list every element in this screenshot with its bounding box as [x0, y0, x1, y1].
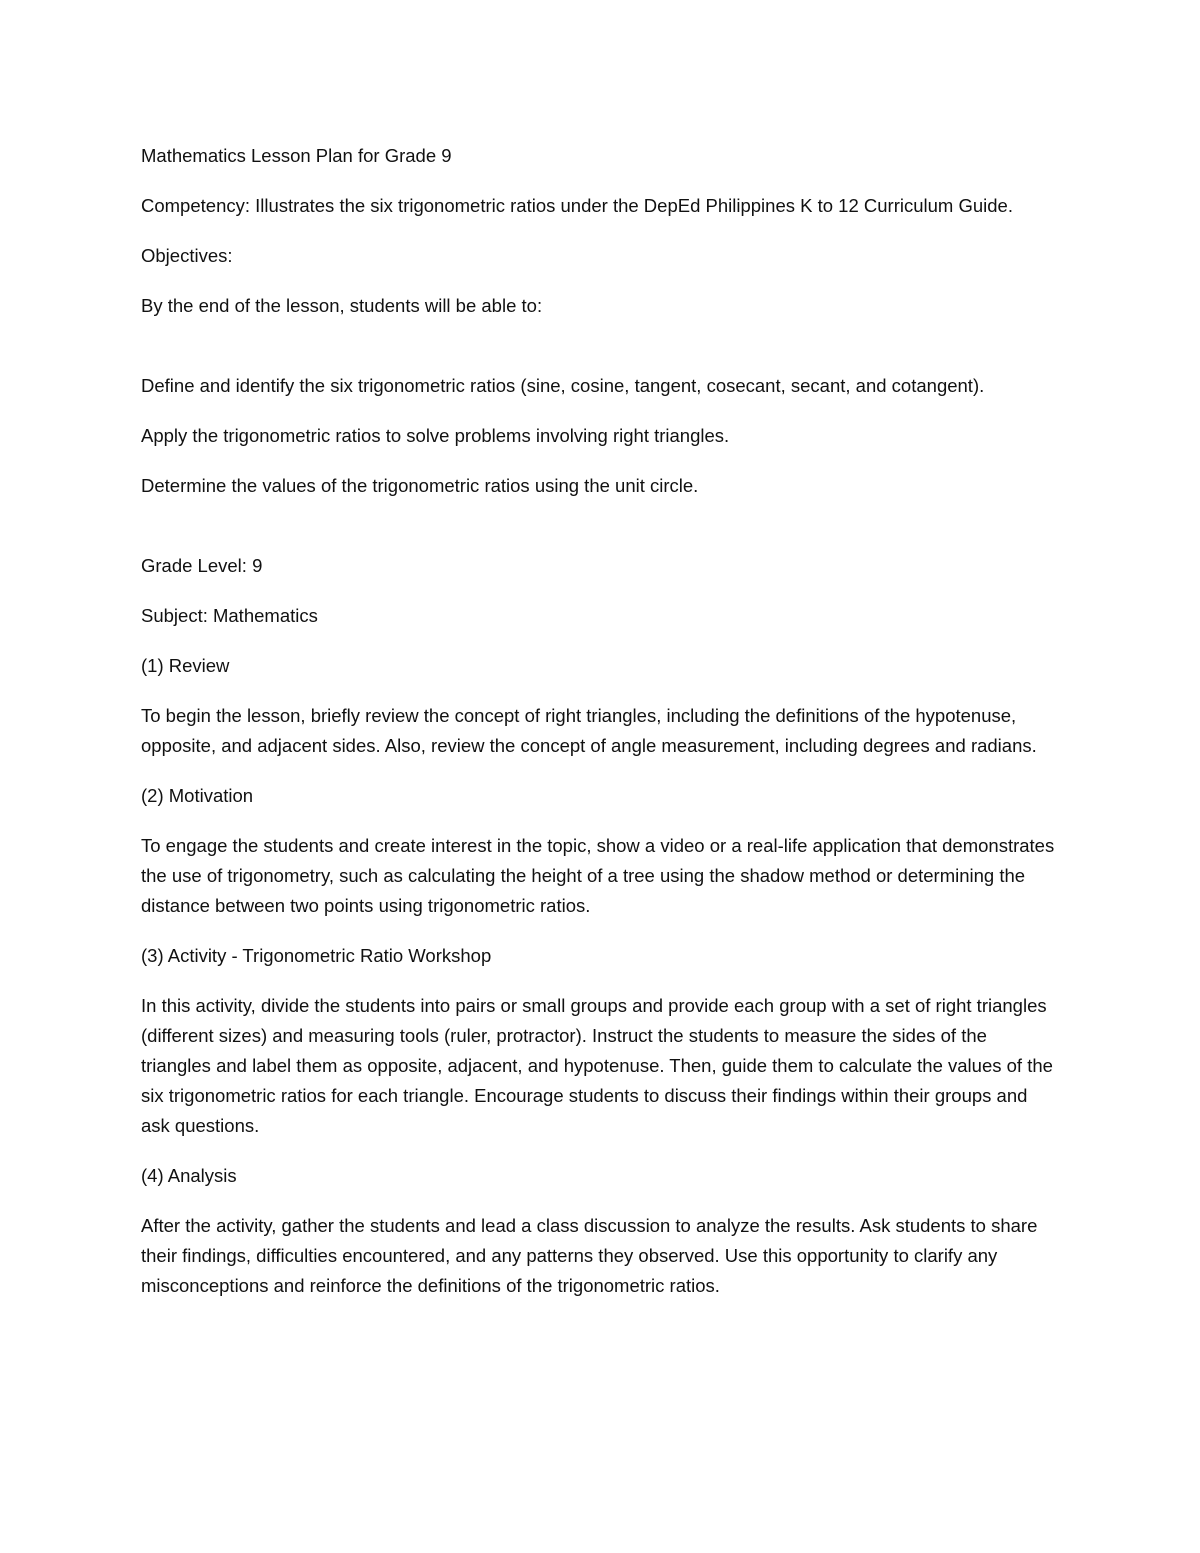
section-body-activity: In this activity, divide the students into pairs or small groups and provide each group with a set of right triangles (different sizes) and measuring tools (ruler, protractor). Instruct the students to measure the sides of the triangles and label them as opposite, adjacent, and hypotenuse. Then, guide them to calculate the values of the six trigonometric ratios for each triangle. Encourage students to discuss their findings within their groups and ask questions.: [141, 995, 1053, 1136]
blank-line: [141, 521, 1061, 551]
document-body: [141, 141, 1061, 1321]
objective-item: Define and identify the six trigonometric ratios (sine, cosine, tangent, cosecant, secant, and cotangent).: [141, 375, 985, 396]
blank-line: [141, 341, 1061, 371]
competency-text: Competency: Illustrates the six trigonometric ratios under the DepEd Philippines K to 12 Curriculum Guide.: [141, 195, 1013, 216]
objective-item: Determine the values of the trigonometric ratios using the unit circle.: [141, 475, 699, 496]
grade-level: Grade Level: 9: [141, 555, 263, 576]
objectives-label: Objectives:: [141, 245, 233, 266]
section-body-analysis: After the activity, gather the students and lead a class discussion to analyze the results. Ask students to share their findings, difficulties encountered, and any patterns they observed. Use this opportunity to clarify any misconceptions and reinforce the definitions of the trigonometric ratios.: [141, 1215, 1038, 1296]
objectives-intro: By the end of the lesson, students will be able to:: [141, 295, 543, 316]
section-heading-activity: (3) Activity - Trigonometric Ratio Workshop: [141, 945, 492, 966]
objective-item: Apply the trigonometric ratios to solve problems involving right triangles.: [141, 425, 730, 446]
section-heading-review: (1) Review: [141, 655, 230, 676]
section-body-motivation: To engage the students and create interest in the topic, show a video or a real-life application that demonstrates the use of trigonometry, such as calculating the height of a tree using the shadow method or determining the distance between two points using trigonometric ratios.: [141, 835, 1055, 916]
section-heading-analysis: (4) Analysis: [141, 1165, 237, 1186]
document-title: Mathematics Lesson Plan for Grade 9: [141, 145, 452, 166]
section-body-review: To begin the lesson, briefly review the concept of right triangles, including the definitions of the hypotenuse, opposite, and adjacent sides. Also, review the concept of angle measurement, including degrees and radians.: [141, 705, 1037, 756]
section-heading-motivation: (2) Motivation: [141, 785, 254, 806]
subject: Subject: Mathematics: [141, 605, 318, 626]
